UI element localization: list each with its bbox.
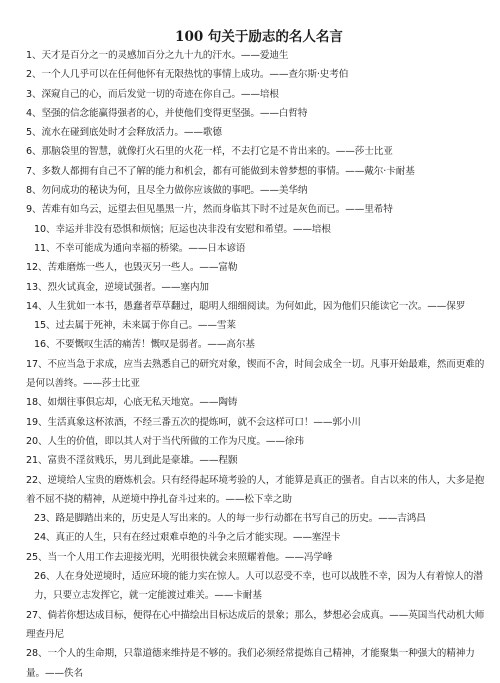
quote-item: 14、人生犹如一本书，愚蠢者草草翻过，聪明人细细阅读。为何如此，因为他们只能读它一次。——保罗	[26, 300, 466, 312]
quote-item: 23、路是脚踏出来的，历史是人写出来的。人的每一步行动都在书写自己的历史。——吉鸿昌	[34, 513, 426, 525]
quote-item: 13、烈火试真金，逆境试强者。——塞内加	[26, 281, 209, 293]
quote-item: 8、勿问成功的秘诀为何，且尽全力做你应该做的事吧。——美华纳	[26, 185, 308, 197]
quote-list	[26, 46, 492, 683]
quote-item: 17、不应当急于求成，应当去熟悉自己的研究对象，锲而不舍，时间会成全一切。凡事开始最难，然而更难的是何以善终。——莎士比亚	[26, 358, 485, 390]
quote-item: 25、当一个人用工作去迎接光明，光明很快就会来照耀着他。——冯学峰	[26, 551, 333, 563]
quote-item: 6、那脑袋里的智慧，就像打火石里的火花一样，不去打它是不肯出来的。——莎士比亚	[26, 146, 393, 158]
quote-item: 26、人在身处逆境时，适应环境的能力实在惊人。人可以忍受不幸，也可以战胜不幸，因为人有着惊人的潜力，只要立志发挥它，就一定能渡过难关。——卡耐基	[34, 571, 483, 602]
quote-item: 9、苦难有如乌云，远望去但见墨黑一片，然而身临其下时不过是灰色而已。——里希特	[26, 204, 393, 216]
quote-item: 20、人生的价值，即以其人对于当代所做的工作为尺度。——徐玮	[26, 435, 304, 447]
quote-item: 28、一个人的生命期，只靠道德来维持是不够的。我们必须经常提炼自己精神，才能聚集一种强大的精神力量。——佚名	[26, 648, 475, 679]
quote-item: 15、过去属于死神，未来属于你自己。——雪莱	[34, 320, 236, 332]
quote-item: 19、生活真象这杯浓酒，不经三番五次的提炼呵，就不会这样可口！——郭小川	[26, 416, 361, 428]
quote-item: 12、苦难磨炼一些人，也毁灭另一些人。——富勒	[26, 262, 238, 274]
quote-item: 24、真正的人生，只有在经过艰难卓绝的斗争之后才能实现。——塞涅卡	[34, 532, 341, 544]
quote-item: 10、幸运并非没有恐惧和烦恼；厄运也决非没有安慰和希望。——培根	[34, 223, 331, 235]
quote-item: 3、深窥自己的心，而后发觉一切的奇迹在你自己。——培根	[26, 88, 279, 100]
quote-item: 22、逆境给人宝贵的磨炼机会。只有经得起环境考验的人，才能算是真正的强者。自古以来的伟人，大多是抱着不屈不挠的精神，从逆境中挣扎奋斗过来的。——松下幸之助	[26, 474, 485, 505]
quote-item: 18、如烟往事俱忘却，心底无私天地宽。——陶铸	[26, 397, 238, 409]
quote-item: 7、多数人都拥有自己不了解的能力和机会，都有可能做到未曾梦想的事情。——戴尔·卡耐基	[26, 165, 415, 177]
quote-item: 21、富贵不淫贫贱乐，男儿到此是豪雄。——程颢	[26, 455, 238, 467]
quote-item: 4、坚强的信念能赢得强者的心，并使他们变得更坚强。——白哲特	[26, 107, 308, 119]
quote-item: 1、天才是百分之一的灵感加百分之九十九的汗水。——爱迪生	[26, 50, 289, 61]
quote-item: 16、不要慨叹生活的痛苦！慨叹是弱者。——高尔基	[34, 339, 255, 351]
quote-item: 27、倘若你想达成目标，便得在心中描绘出目标达成后的景象；那么，梦想必会成真。——英国当代动机大师 理查丹尼	[26, 609, 485, 640]
quote-item: 2、一个人几乎可以在任何他怀有无限热忱的事情上成功。——查尔斯·史考伯	[26, 69, 349, 81]
document-title: 100 句关于励志的名人名言	[175, 29, 343, 45]
quote-item: 5、流水在碰到底处时才会释放活力。——歌德	[26, 127, 222, 139]
quote-item: 11、不幸可能成为通向幸福的桥梁。——日本谚语	[34, 242, 246, 254]
